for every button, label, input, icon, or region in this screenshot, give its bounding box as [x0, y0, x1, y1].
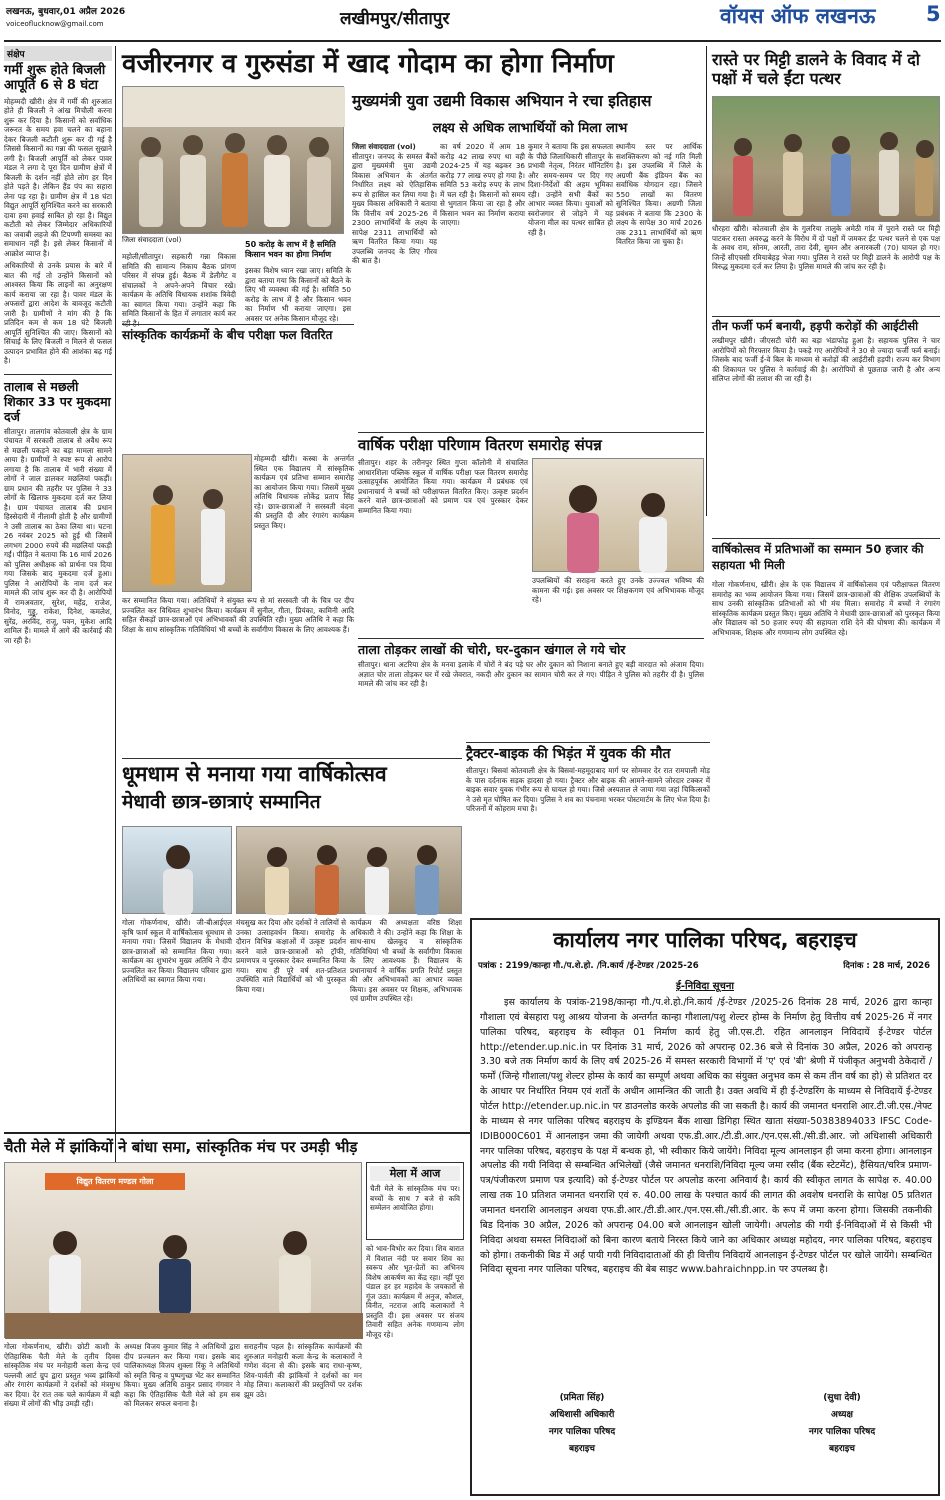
fest-photo-illustration: [123, 827, 233, 915]
tender-title: कार्यालय नगर पालिका परिषद, बहराइच: [553, 928, 857, 952]
group-photo-illustration: [123, 87, 345, 235]
cm-yuva-body-1: सीतापुर। जनपद के समस्त बैंकों द्वारा मुख्यमंत्री युवा उद्यमी विकास अभियान के अंतर्गत निर्धारित लक्ष्य को ऐतिहासिक रूप से हासिल कर लिया गया है। मुख्य विकास अधिकारी ने बताया कि वित्तीय वर्ष 2025-26 में 2300 लाभार्थियों के लक्ष्य के सापेक्ष 2311 लाभार्थियों को ऋण वितरित किया गया। यह उपलब्धि जनपद के लिए गौरव की बात है।: [352, 151, 437, 265]
page-number: 5: [926, 2, 941, 26]
cm-yuva-dateline: जिला संवाददाता (vol): [352, 142, 416, 151]
annual-fest-photo-2: [236, 826, 462, 914]
annual-result-body: सीतापुर। शहर के तरीनपुर स्थित गुप्ता कॉलोनी में संचालित आधारशिला पब्लिक स्कूल में वार्षिक परीक्षा फल वितरण समारोह उत्साहपूर्वक आयोजित किया गया। कार्यक्रम में प्रबंधक एवं प्रधानाचार्य ने बच्चों को परीक्षाफल वितरित किए। उत्कृष्ट प्रदर्शन करने वाले छात्र-छात्राओं को प्रमाण पत्र एवं पुरस्कार देकर सम्मानित किया गया।: [358, 458, 528, 515]
tender-sign-right-title-2: नगर पालिका परिषद: [808, 1427, 876, 1438]
right-top-body-2: लखीमपुर खीरी। जीएसटी चोरी का बड़ा भंडाफोड़ हुआ है। सहायक पुलिस ने चार आरोपियों को गिरफ्तार किया है। पकड़े गए आरोपियों ने 30 से ज्यादा फर्जी फर्म बनाई। जिसके बाद फर्जी ई-वे बिल के माध्यम से करोड़ों की आईटीसी हड़पी। राज्य कर विभाग की शिकायत पर पुलिस ने कार्रवाई की है। आरोपियों से पूछताछ जारी है और अन्य संलिप्त लोगों की तलाश की जा रही है।: [712, 336, 940, 383]
brief-body-2: अधिकारियों से उनके प्रयास के बारे में बात की गई तो उन्होंने किसानों को आश्वस्त किया कि लाइनों का अनुरक्षण कार्य कराया जा रहा है। पावर मंडल के अफसरों द्वारा आदेश के बावजूद कटौती जारी है। ग्रामीणों ने मांग की है कि प्रतिदिन कम से कम 18 घंटे बिजली आपूर्ति सुनिश्चित की जाए। किसानों को सिंचाई के लिए बिजली न मिलने से फसल उत्पादन प्रभावित होने की आशंका बढ़ गई है।: [4, 261, 112, 366]
fest-group-photo-illustration: [237, 827, 463, 915]
annual-fest-headline-1: धूमधाम से मनाया गया वार्षिकोत्सव: [122, 758, 462, 786]
brief-headline: गर्मी शुरू होते बिजली आपूर्ति 6 से 8 घंटा: [4, 63, 106, 93]
chaiti-photo-banner: विद्युत वितरण मण्डल गोला: [45, 1173, 185, 1190]
chaiti-col-2: अध्यक्ष विजय कुमार सिंह ने अतिथियों द्वारा दीप प्रज्वलन कर किया गया। इसके बाद पालिकाध्यक्ष विजय शुक्ला रिंकू ने अतिथियों को स्मृति चिन्ह व पुष्पगुच्छ भेंट कर सम्मानित किया। मुख्य अतिथि ठाकुर प्रसाद गंगवार ने कहा कि ऐतिहासिक चैती मेले को हम सब को मिलकर सफल बनाना है।: [124, 1342, 240, 1408]
tender-sign-right-name: (सुधा देवी): [823, 1393, 861, 1403]
tender-dinank: दिनांक : 28 मार्च, 2026: [843, 961, 930, 971]
chaiti-today-box: [366, 1162, 464, 1240]
right-top-headline: रास्ते पर मिट्टी डालने के विवाद में दो पक्षों में चले ईंटा पत्थर: [712, 50, 920, 89]
tender-box: [470, 918, 940, 1496]
lead-col-3: इसका विशेष ध्यान रखा जाए। समिति के द्वारा बताया गया कि किसानों को बैठने के लिए भी व्यवस्था की गई है। समिति 50 करोड़ के लाभ में है और किसान भवन का निर्माण भी कराया जाएगा। इस अवसर पर अनेक किसान मौजूद रहे।: [245, 266, 351, 323]
annual-fest-headline-2: मेधावी छात्र-छात्राएं सम्मानित: [122, 791, 321, 813]
tender-sign-right: [762, 1390, 922, 1458]
masthead-rule: [4, 40, 941, 42]
brief-column: [4, 46, 112, 1322]
tender-sign-left: [502, 1390, 662, 1458]
annual-result-caption: उपलब्धियों की सराहना करते हुए उनके उज्ज्वल भविष्य की कामना की गई। इस अवसर पर शिक्षकगण एवं अभिभावक मौजूद रहे।: [532, 576, 704, 604]
chaiti-today-body: चैती मेले के सांस्कृतिक मंच पर। बच्चों के साथ 7 बजे से कवि सम्मेलन आयोजित होगा।: [370, 1184, 460, 1212]
chaiti-headline: चैती मेले में झांकियों ने बांधा समा, सांस्कृतिक मंच पर उमड़ी भीड़: [4, 1132, 470, 1156]
column-rule-right: [706, 46, 707, 516]
lead-pull-quote: 50 करोड़ के लाभ में है समिति किसान भवन का होगा निर्माण: [245, 240, 336, 259]
cultural-col-1: मोहम्मदी खीरी। कस्बा के अन्तर्गत स्थित एक विद्यालय में सांस्कृतिक कार्यक्रम एवं प्रतिभा सम्मान समारोह का आयोजन किया गया। जिसमें मुख्य अतिथि विधायक लोकेंद्र प्रताप सिंह रहे। छात्र-छात्राओं ने सरस्वती वंदना की प्रस्तुति दी और रंगारंग कार्यक्रम प्रस्तुत किए।: [254, 454, 354, 530]
column-rule-left: [115, 46, 116, 1322]
theft-headline: ताला तोड़कर लाखों की चोरी, घर-दुकान खंगाल ले गये चोर: [358, 638, 704, 657]
right-top-body: धौरहरा खीरी। कोतवाली क्षेत्र के गुलरिया तालुके अमेठी गांव में पुराने रास्ते पर मिट्टी पाटकर रास्ता अवरुद्ध करने के विरोध में दो पक्षों में जमकर ईंट पत्थर चलने से एक पक्ष के अवध राम, सोनम, आरती, तारा देवी, सुमन और अनारकली (70) घायल हो गए। जिन्हें सीएचसी रमियाबेहड़ भेजा गया। पुलिस ने रास्ते पर मिट्टी डालने के आरोपी पक्ष के विरुद्ध मुकदमा दर्ज कर लिया है। पुलिस मामले की जांच कर रही है।: [712, 224, 940, 271]
cm-yuva-col-3: कुमार ने बताया कि इस सफलता के पीछे जिलाधिकारी सीतापुर के प्रभावी नेतृत्व, निरंतर मॉनिटरिंग और समय-समय पर दिए गए दिशा-निर्देशों की अहम भूमिका रही। उन्होंने सभी बैंकों का आभार व्यक्त किया। युवाओं को स्वरोजगार से जोड़ने में यह योजना मील का पत्थर साबित हो रही है।: [528, 142, 613, 237]
lead-photo-caption: जिला संवाददाता (vol): [122, 236, 182, 244]
paper-name: वॉयस ऑफ लखनऊ: [720, 4, 876, 28]
chaiti-col-4: को भाव-विभोर कर दिया। शिव बारात में विशाल नंदी पर सवार शिव का स्वरूप और भूत-प्रेतों का अभिनय विशेष आकर्षण का केंद्र रहा। नहीं पूरा पंडाल हर हर महादेव के जयकारों से गूंज उठा। कार्यक्रम में अनुज, कौशल, विनीत, नटराज आदि कलाकारों ने प्रस्तुति दी। इस अवसर पर संजय तिवारी सहित अनेक गणमान्य लोग मौजूद रहे।: [366, 1244, 464, 1339]
tender-body: इस कार्यालय के पत्रांक-2198/कान्हा गौ./प.शे.हो./नि.कार्य /ई-टेण्डर /2025-26 दिनांक 28 मार्च, 2026 द्वारा कान्हा गौशाला एवं बेसहारा पशु आश्रय योजना के अन्तर्गत कान्हा गौशाला/पशु शेल्टर होम्स के निर्माण हेतु वित्तीय वर्ष 2025-26 में नगर पालिका परिषद, बहराइच के स्वीकृत 01 निर्माण कार्य हेतु जी.एस.टी. रहित आनलाइन निविदायें ई-टेण्डर पोर्टल http://etender.up.nic.in पर दिनांक 31 मार्च, 2026 को अपरान्ह 02.36 बजे से दिनांक 30 अप्रैल, 2026 को अपरान्ह 3.30 बजे तक निर्माण कार्य के लिए वर्ष 2025-26 में समस्त सरकारी विभागों में 'ए' एवं 'बी' श्रेणी में पंजीकृत अनुभवी ठेकेदारों /फर्मों (जिन्हे गौशाला/पशु शेल्टर होम्स के कार्य का सम्पूर्ण अथवा अधिक का संयुक्त अनुभव कम से कम तीन वर्ष का हो) से प्रतिशत दर के आधार पर निर्धारित नियम एवं शर्तों के अधीन आमन्त्रित की जाती है। उक्त अवधि में ही ई-टेण्डरिंग के माध्यम से निविदायें ई-टेण्डर पोर्टल http://etender.up.nic.in पर डाउनलोड करके अपलोड की जा सकती है। कार्य की जमानत धनराशि आर.टी.जी.एस./नेफ्ट के माध्यम से नगर पालिका परिषद बहराइच के इण्डियन बैंक शाखा डिगिहा स्थित खाता संख्या-50383894033 IFSC Code- IDIB000C601 में आनलाइन जमा की जायेगी अथवा एफ.डी.आर./टी.डी.आर./एन.एस.सी./सी.डी.आर. जो अधिशासी अधिकारी नगर पालिका परिषद, बहराइच के पक्ष में बन्धक हो, भी स्वीकार किये जायेंगे। निविदा मूल्य आनलाइन ही जमा करना होगा। आनलाइन अपलोड की गयी निविदा से सम्बन्धित अभिलेखों (जैसे जमानत धनराशि/निविदा मूल्य जमा रसीद (बैंक स्टेटमेंट), हैसियत/चरित्र प्रमाण-पत्र/पंजीकरण प्रमाण पत्र इत्यादि) को ई-टेण्डर पोर्टल पर अपलोड करना अनिवार्य है। कार्य की स्वीकृत लागत के सापेक्ष रु. 40.00 लाख तक 10 प्रतिशत जमानत धनराशि एवं रु. 40.00 लाख के पश्चात कार्य की लागत की अवशेष धनराशि के सापेक्ष 05 प्रतिशत जमानत धनराशि आनलाइन अथवा एफ.डी.आर./टी.डी.आर./एन.एस.सी./सी.डी.आर. के रूप में जमा करना होगा। जिसकी तकनीकी बिड दिनांक 30 अप्रैल, 2026 को अपरान्ह 04.00 बजे आनलाइन खोली जायेगी। अपलोड की गयी ई-निविदाओं में से किसी भी निविदा अथवा समस्त निविदाओं को बिना कारण बताये निरस्त किये जाने का अधिकार अध्यक्ष महोदय, नगर पालिका परिषद, बहराइच को होगा। तकनीकी बिड में अर्ह पायी गयी निविदादाताओं की ही वित्तीय निविदायें आनलाइन ई-टेण्डर पोर्टल पर खोले जायेंगे। सम्बन्धित निविदा सूचना नगर पालिका परिषद, बहराइच की बेब साइट www.bahraichnpp.in पर उपलब्ध है।: [480, 997, 932, 1276]
section-title: लखीमपुर/सीतापुर: [340, 9, 450, 29]
tender-sign-left-title-1: अधिशासी अधिकारी: [549, 1410, 615, 1421]
cm-yuva-headline: मुख्यमंत्री युवा उद्यमी विकास अभियान ने रचा इतिहास: [352, 92, 652, 110]
lead-col-1: महोली/सीतापुर। सहकारी गन्ना विकास समिति की सामान्य निकाय बैठक प्रांगण परिसर में संपन्न हुई। बैठक में डेलीगेट व संचालकों ने अपने-अपने विचार रखे। कार्यक्रम के अतिथि विधायक शशांक त्रिवेदी का स्वागत किया गया। उन्होंने कहा कि समिति किसानों के हित में लगातार कार्य कर रही है।: [122, 252, 236, 328]
tender-sign-left-title-3: बहराइच: [568, 1444, 596, 1455]
lead-photo: [122, 86, 344, 234]
annual-fest-col-3: कार्यक्रम की अध्यक्षता वरिष्ठ शिक्षा अधिकारी ने की। उन्होंने कहा कि शिक्षा के साथ-साथ खेलकूद व सांस्कृतिक गतिविधियां भी बच्चों के सर्वांगीण विकास के लिए आवश्यक हैं। विद्यालय के प्रधानाचार्य ने वार्षिक प्रगति रिपोर्ट प्रस्तुत की और अभिभावकों का आभार व्यक्त किया। इस अवसर पर शिक्षक, अभिभावक एवं ग्रामीण उपस्थित रहे।: [350, 918, 462, 1003]
tractor-headline: ट्रैक्टर-बाइक की भिड़ंत में युवक की मौत: [466, 742, 710, 763]
chaiti-today-label: मेला में आज: [370, 1166, 460, 1181]
email: voiceoflucknow@gmail.com: [6, 20, 104, 28]
tender-sign-right-title-1: अध्यक्ष: [831, 1410, 853, 1421]
cultural-photo: [122, 454, 252, 592]
chaiti-col-3: सराहनीय पहल है। सांस्कृतिक कार्यक्रमों की शुरुआत मनोहारी कला केन्द्र के कलाकारों ने गणेश वंदना से की। इसके बाद राधा-कृष्ण, शिव-पार्वती की झांकियों ने दर्शकों का मन मोह लिया। कलाकारों की प्रस्तुतियों पर दर्शक झूम उठे।: [244, 1342, 362, 1399]
annual-fest-col-2: मंचसुख कर दिया और दर्शकों ने तालियों से उनका उत्साहवर्धन किया। समारोह के दौरान विभिन्न कक्षाओं में उत्कृष्ट प्रदर्शन करने वाले छात्र-छात्राओं को ट्रॉफी, प्रमाणपत्र व पुरस्कार देकर सम्मानित किया गया। साथ ही पूरे वर्ष शत-प्रतिशत उपस्थिति वाले विद्यार्थियों को भी पुरस्कृत किया गया।: [236, 918, 346, 994]
right-top-headline-2: तीन फर्जी फर्म बनायी, हड़पी करोड़ों की आईटीसी: [712, 316, 940, 334]
cm-yuva-col-1: [352, 142, 437, 322]
chaiti-col-1: गोला गोकर्णनाथ, खीरी। छोटी काशी के ऐतिहासिक चैती मेले के तृतीय दिवस सांस्कृतिक मंच पर मनोहारी कला केन्द्र एवं पल्लवी आर्ट ग्रुप द्वारा प्रस्तुत भव्य झांकियों और रंगारंग कार्यक्रमों ने दर्शकों को मंत्रमुग्ध कर दिया। देर रात तक चले कार्यक्रम में बड़ी संख्या में लोगों की भीड़ उमड़ी रही।: [4, 1342, 120, 1408]
tender-subtitle: ई-निविदा सूचना: [676, 981, 734, 992]
brief-headline-2: तालाब से मछली शिकार 33 पर मुकदमा दर्ज: [4, 374, 112, 424]
crowd-photo-illustration: [713, 97, 941, 223]
cm-yuva-col-2: का वर्ष 2020 में आम 18 करोड़ 42 लाख रुपए था वही 2024-25 में यह बढ़कर 36 करोड़ 77 लाख रुपए हो गया है। समिति 53 करोड़ रुपए के लाभ में चल रही है। किसानों को समय से भुगतान किया जा रहा है और किसान भवन का निर्माण कराया जाएगा।: [440, 142, 525, 227]
lead-headline: वजीरनगर व गुरुसंडा में खाद गोदाम का होगा निर्माण: [122, 49, 614, 79]
right-top-headline-3: वार्षिकोत्सव में प्रतिभाओं का सम्मान 50 हजार की सहायता भी मिली: [712, 538, 940, 573]
tender-patrank: पत्रांक : 2199/कान्हा गौ./प.शे.हो. /नि.कार्य /ई-टेण्डर /2025-26: [478, 961, 699, 971]
tractor-body: सीतापुर। बिसवां कोतवाली क्षेत्र के बिसवां-महमूदाबाद मार्ग पर सोमवार देर रात रामपाली मोड़ के पास दर्दनाक सड़क हादसा हो गया। ट्रैक्टर और बाइक की आमने-सामने जोरदार टक्कर में बाइक सवार युवक गंभीर रूप से घायल हो गया। जिसे अस्पताल ले जाया गया जहां चिकित्सकों ने उसे मृत घोषित कर दिया। पुलिस ने शव का पंचनामा भरकर पोस्टमार्टम के लिए भेज दिया है। परिजनों में कोहराम मचा है।: [466, 766, 710, 813]
masthead: [0, 0, 945, 42]
brief-body-3: सीतापुर। तालगांव कोतवाली क्षेत्र के ग्राम पंचायत में सरकारी तालाब से अवैध रूप से मछली पकड़ने का बड़ा मामला सामने आया है। ग्रामीणों ने स्पष्ट रूप से आरोप लगाया है कि तालाब में भारी संख्या में लोगों ने जाल डालकर मछलियां पकड़ीं। ग्राम प्रधान की तहरीर पर पुलिस ने 33 लोगों के खिलाफ मुकदमा दर्ज कर लिया है। ग्राम पंचायत तालाब की प्रधान हिस्सेदारी में नीलामी होती है और ग्रामीणों ने उसी तालाब का ठेका लिया था। घटना 26 नवंबर 2025 को हुई थी जिसमें लगभग 2000 रुपये की मछलियां पकड़ी गईं। पीड़ित ने बताया कि 16 मार्च 2026 को पुलिस अधीक्षक को प्रार्थना पत्र दिया गया जिसके बाद मुकदमा दर्ज हुआ। पुलिस ने आरोपियों के नाम दर्ज कर मामले की जांच शुरू कर दी है। आरोपियों में रामअवतार, सुरेश, महेंद्र, राजेश, विनोद, गुड्डू, राकेश, दिनेश, कमलेश, सुरेंद्र, अरविंद, राजू, पवन, मुकेश आदि शामिल हैं। मामले में आगे की कार्रवाई की जा रही है।: [4, 426, 112, 645]
tender-sign-right-title-3: बहराइच: [828, 1444, 856, 1455]
right-top-photo: [712, 96, 940, 222]
annual-result-photo: [532, 458, 704, 572]
chaiti-photo: [4, 1162, 362, 1338]
cultural-col-wide: कर सम्मानित किया गया। अतिथियों ने संयुक्त रूप से मां सरस्वती जी के चित्र पर दीप प्रज्वलित कर विधिवत शुभारंभ किया। कार्यक्रम में सुनील, गीता, प्रियंका, कामिनी आदि सहित सैकड़ों छात्र-छात्राओं एवं अभिभावकों की उपस्थिति रही। मुख्य अतिथि ने कहा कि शिक्षा के साथ सांस्कृतिक गतिविधियां भी बच्चों के सर्वांगीण विकास के लिए आवश्यक हैं।: [122, 596, 354, 634]
cultural-headline: सांस्कृतिक कार्यक्रमों के बीच परीक्षा फल वितरित: [122, 324, 354, 343]
brief-label: संक्षेप: [4, 46, 112, 61]
tender-sign-left-title-2: नगर पालिका परिषद: [548, 1427, 616, 1438]
date-line: लखनऊ, बुधवार,01 अप्रैल 2026: [6, 7, 126, 17]
cm-yuva-col-4: स्थानीय स्तर पर आर्थिक सशक्तिकरण को नई गति मिली है। इस उपलब्धि में जिले के अग्रणी बैंक इंडियन बैंक का सर्वाधिक योगदान रहा। जिसने 550 लाखों का वितरण सुनिश्चित किया। अग्रणी जिला प्रबंधक ने बताया कि 2300 के लक्ष्य के सापेक्ष 30 मार्च 2026 तक 2311 लाभार्थियों को ऋण वितरित किया जा चुका है।: [616, 142, 702, 246]
tender-sign-left-name: (प्रमिता सिंह): [559, 1393, 605, 1403]
award-photo-illustration: [123, 455, 253, 593]
right-top-body-3: गोला गोकर्णनाथ, खीरी। क्षेत्र के एक विद्यालय में वार्षिकोत्सव एवं परीक्षाफल वितरण समारोह का भव्य आयोजन किया गया। जिसमें छात्र-छात्राओं की शैक्षिक उपलब्धियों के साथ उनकी सांस्कृतिक प्रतिभाओं को भी मंच मिला। समारोह में बच्चों ने रंगारंग सांस्कृतिक कार्यक्रम प्रस्तुत किए। मुख्य अतिथि ने मेधावी छात्र-छात्राओं को पुरस्कृत किया और विद्यालय को 50 हजार रुपए की सहायता राशि देने की घोषणा की। कार्यक्रम में अभिभावक, शिक्षक और गणमान्य लोग उपस्थित रहे।: [712, 580, 940, 637]
annual-result-headline: वार्षिक परीक्षा परिणाम वितरण समारोह संपन्न: [358, 432, 704, 454]
annual-fest-photo-1: [122, 826, 232, 914]
students-photo-illustration: [533, 459, 705, 573]
cm-yuva-subhead: लक्ष्य से अधिक लाभार्थियों को मिला लाभ: [432, 121, 628, 136]
theft-body: सीतापुर। थाना अटरिया क्षेत्र के मनवा इलाके में चोरों ने बंद पड़े घर और दुकान को निशाना बनाते हुए बड़ी वारदात को अंजाम दिया। अज्ञात चोर ताला तोड़कर घर में रखे जेवरात, नकदी और दुकान का सामान चोरी कर ले गए। पीड़ित ने पुलिस को तहरीर दी है। पुलिस मामले की जांच कर रही है।: [358, 660, 704, 688]
annual-fest-col-1: गोला गोकर्णनाथ, खीरी। जी-बीआईएल कृषि फार्म स्कूल में वार्षिकोत्सव धूमधाम से मनाया गया। जिसमें विद्यालय के मेधावी छात्र-छात्राओं को सम्मानित किया गया। कार्यक्रम का शुभारंभ मुख्य अतिथि ने दीप प्रज्वलित कर किया। विद्यालय परिवार द्वारा अतिथियों का स्वागत किया गया।: [122, 918, 232, 984]
brief-body-1: मोहम्मदी खीरी। क्षेत्र में गर्मी की शुरुआत होते ही बिजली ने आंख मिचौली करना शुरू कर दिया है। किसानों को सर्वाधिक जरूरत के समय हवा चलने का बहाना देकर बिजली कटौती शुरू कर दी गई है जिससे किसानों का गन्ना की फसल सुखाने लगी है। बिजली आपूर्ति को लेकर पावर मंडल ने लगा दे पूरा दिन ग्रामीण क्षेत्रों में बिजली के दर्शन नहीं होते लोग हर दिन होते पड़ते है। लेकिन हैंड पंप का सहारा लेना पड़ रहा है। ग्रामीण क्षेत्र में 18 घंटा विद्युत आपूर्ति सुनिश्चित करने का सरकारी दावा हवा हवाई साबित हो रहा है। विद्युत कटौती को लेकर जिम्मेदार अधिकारियों का जवाबी लहजे की टिपण्णी समस्या का समाधान नहीं है। इसे लेकर किसानों में आक्रोश व्याप्त है।: [4, 96, 112, 258]
